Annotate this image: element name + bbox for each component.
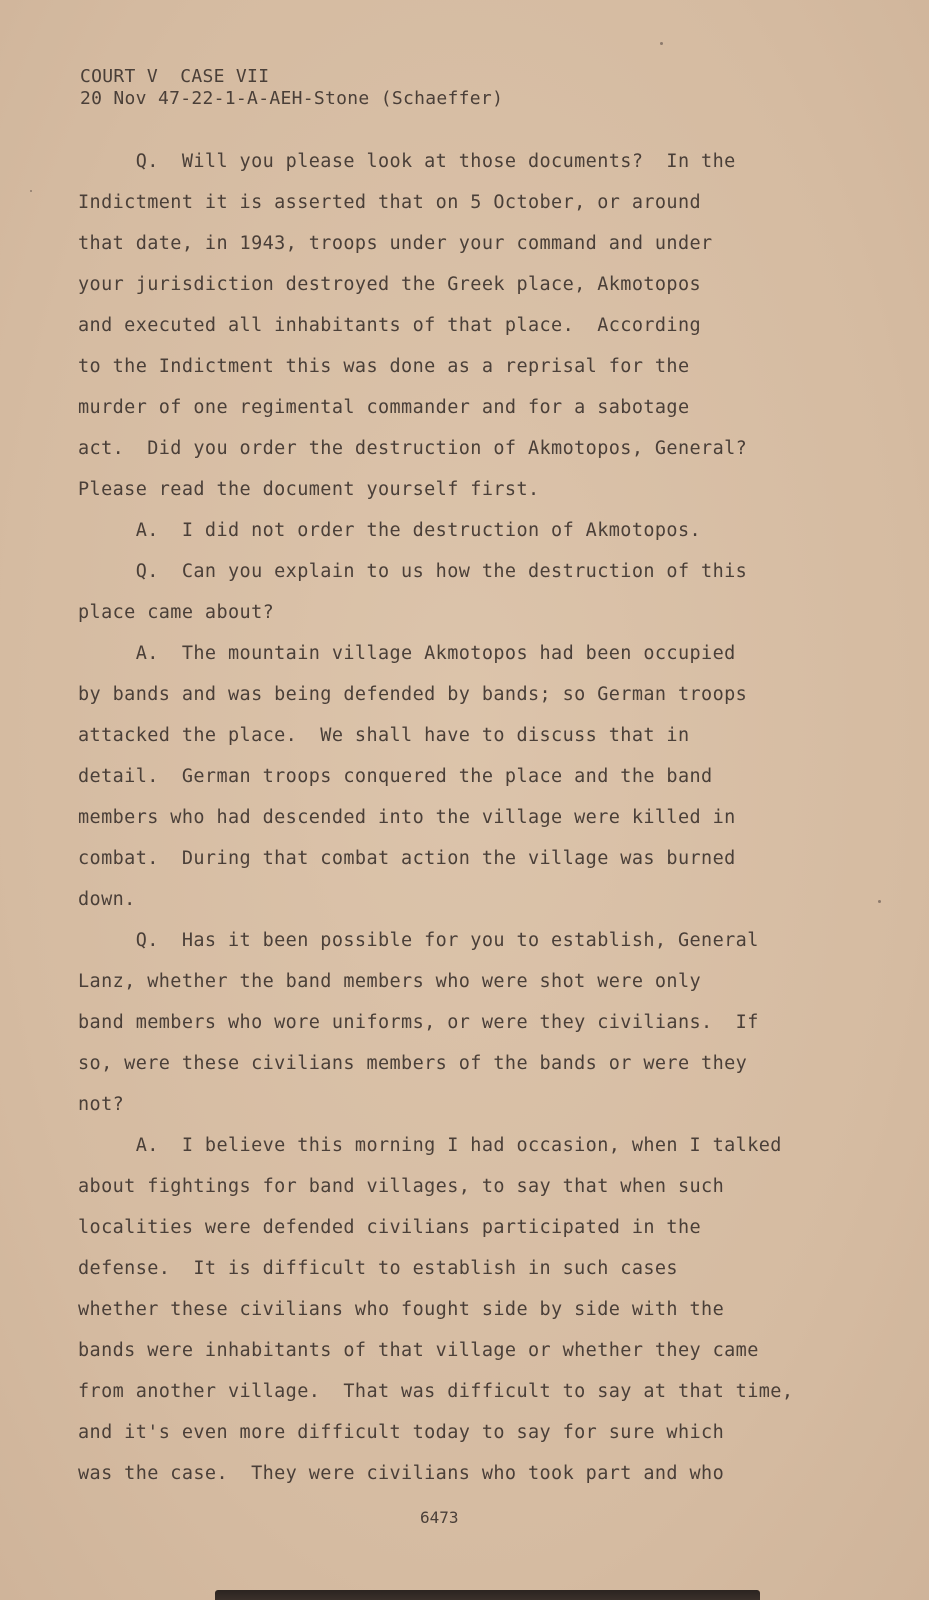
text-line: bands were inhabitants of that village or whether they came (78, 1340, 759, 1361)
paper-speck (30, 190, 32, 192)
text-line: place came about? (78, 602, 275, 623)
text-line: A. I believe this morning I had occasion, when I talked (78, 1135, 782, 1156)
text-line: by bands and was being defended by bands; so German troops (78, 684, 748, 705)
text-line: localities were defended civilians participated in the (78, 1217, 702, 1238)
text-line: defense. It is difficult to establish in such cases (78, 1258, 678, 1279)
text-line: Q. Can you explain to us how the destruction of this (78, 561, 748, 582)
paper-speck (878, 900, 881, 903)
header-date-reference: 20 Nov 47-22-1-A-AEH-Stone (Schaeffer) (80, 88, 504, 109)
text-line: and it's even more difficult today to say for sure which (78, 1422, 725, 1443)
text-line: band members who wore uniforms, or were they civilians. If (78, 1012, 759, 1033)
text-line: so, were these civilians members of the bands or were they (78, 1053, 748, 1074)
text-line: Indictment it is asserted that on 5 October, or around (78, 192, 702, 213)
text-line: A. The mountain village Akmotopos had been occupied (78, 643, 736, 664)
text-line: down. (78, 889, 136, 910)
text-line: detail. German troops conquered the place and the band (78, 766, 713, 787)
text-line: that date, in 1943, troops under your command and under (78, 233, 713, 254)
text-line: was the case. They were civilians who took part and who (78, 1463, 725, 1484)
text-line: Q. Has it been possible for you to establish, General (78, 930, 759, 951)
text-line: A. I did not order the destruction of Akmotopos. (78, 520, 702, 541)
document-header (80, 66, 503, 110)
text-line: members who had descended into the village were killed in (78, 807, 736, 828)
paper-speck (660, 42, 663, 45)
text-line: attacked the place. We shall have to discuss that in (78, 725, 690, 746)
header-court-case: COURT V CASE VII (80, 66, 270, 87)
text-line: your jurisdiction destroyed the Greek place, Akmotopos (78, 274, 702, 295)
text-line: about fightings for band villages, to say that when such (78, 1176, 725, 1197)
text-line: Lanz, whether the band members who were shot were only (78, 971, 702, 992)
text-line: whether these civilians who fought side by side with the (78, 1299, 725, 1320)
text-line: and executed all inhabitants of that place. According (78, 315, 702, 336)
text-line: murder of one regimental commander and for a sabotage (78, 397, 690, 418)
text-line: not? (78, 1094, 125, 1115)
text-line: Please read the document yourself first. (78, 479, 540, 500)
binding-edge-mark (215, 1590, 760, 1600)
text-line: act. Did you order the destruction of Akmotopos, General? (78, 438, 748, 459)
text-line: Q. Will you please look at those documents? In the (78, 151, 736, 172)
text-line: from another village. That was difficult to say at that time, (78, 1381, 794, 1402)
page-number: 6473 (420, 1508, 459, 1527)
transcript-body (78, 141, 878, 1494)
text-line: combat. During that combat action the village was burned (78, 848, 736, 869)
text-line: to the Indictment this was done as a reprisal for the (78, 356, 690, 377)
